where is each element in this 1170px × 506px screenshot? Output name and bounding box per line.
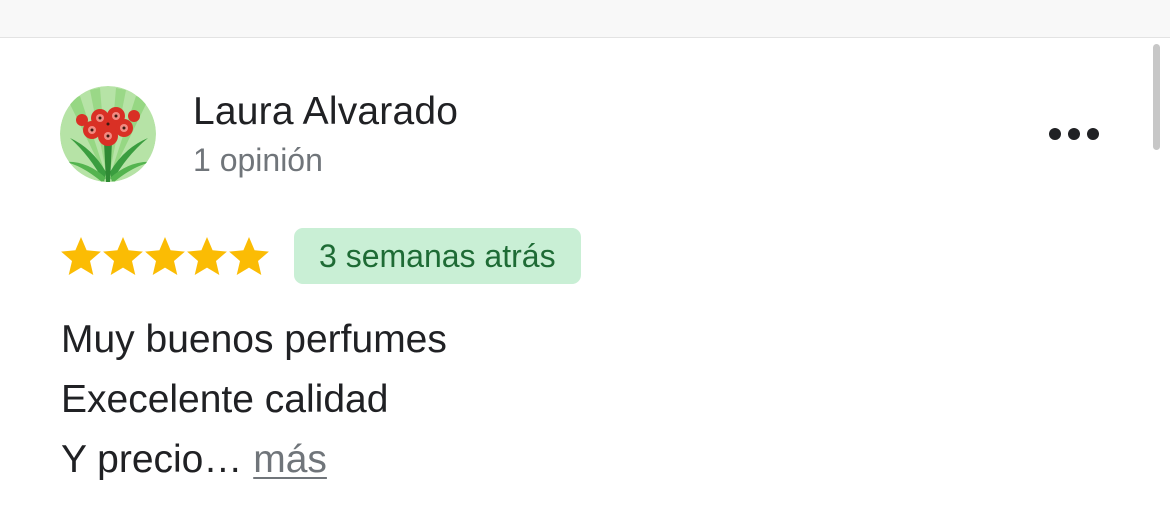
star-icon [144, 235, 186, 277]
review-text-line [61, 430, 447, 490]
review-text-line: Execelente calidad [61, 378, 389, 421]
avatar[interactable] [60, 86, 156, 182]
review-text [61, 310, 447, 490]
star-icon [228, 235, 270, 277]
more-horizontal-icon [1048, 127, 1100, 141]
more-options-button[interactable] [1040, 114, 1108, 154]
top-divider-bar [0, 0, 1170, 38]
scrollbar[interactable] [1153, 44, 1160, 150]
star-icon [186, 235, 228, 277]
more-link[interactable]: más [253, 438, 327, 481]
time-badge: 3 semanas atrás [294, 228, 581, 284]
review-text-truncated: Y precio… [61, 438, 243, 481]
red-flower-avatar-icon [60, 86, 156, 182]
author-review-count: 1 opinión [193, 142, 323, 178]
star-rating [60, 235, 270, 277]
author-name[interactable]: Laura Alvarado [193, 90, 459, 133]
review-text-line: Muy buenos perfumes [61, 318, 447, 361]
star-icon [60, 235, 102, 277]
star-icon [102, 235, 144, 277]
